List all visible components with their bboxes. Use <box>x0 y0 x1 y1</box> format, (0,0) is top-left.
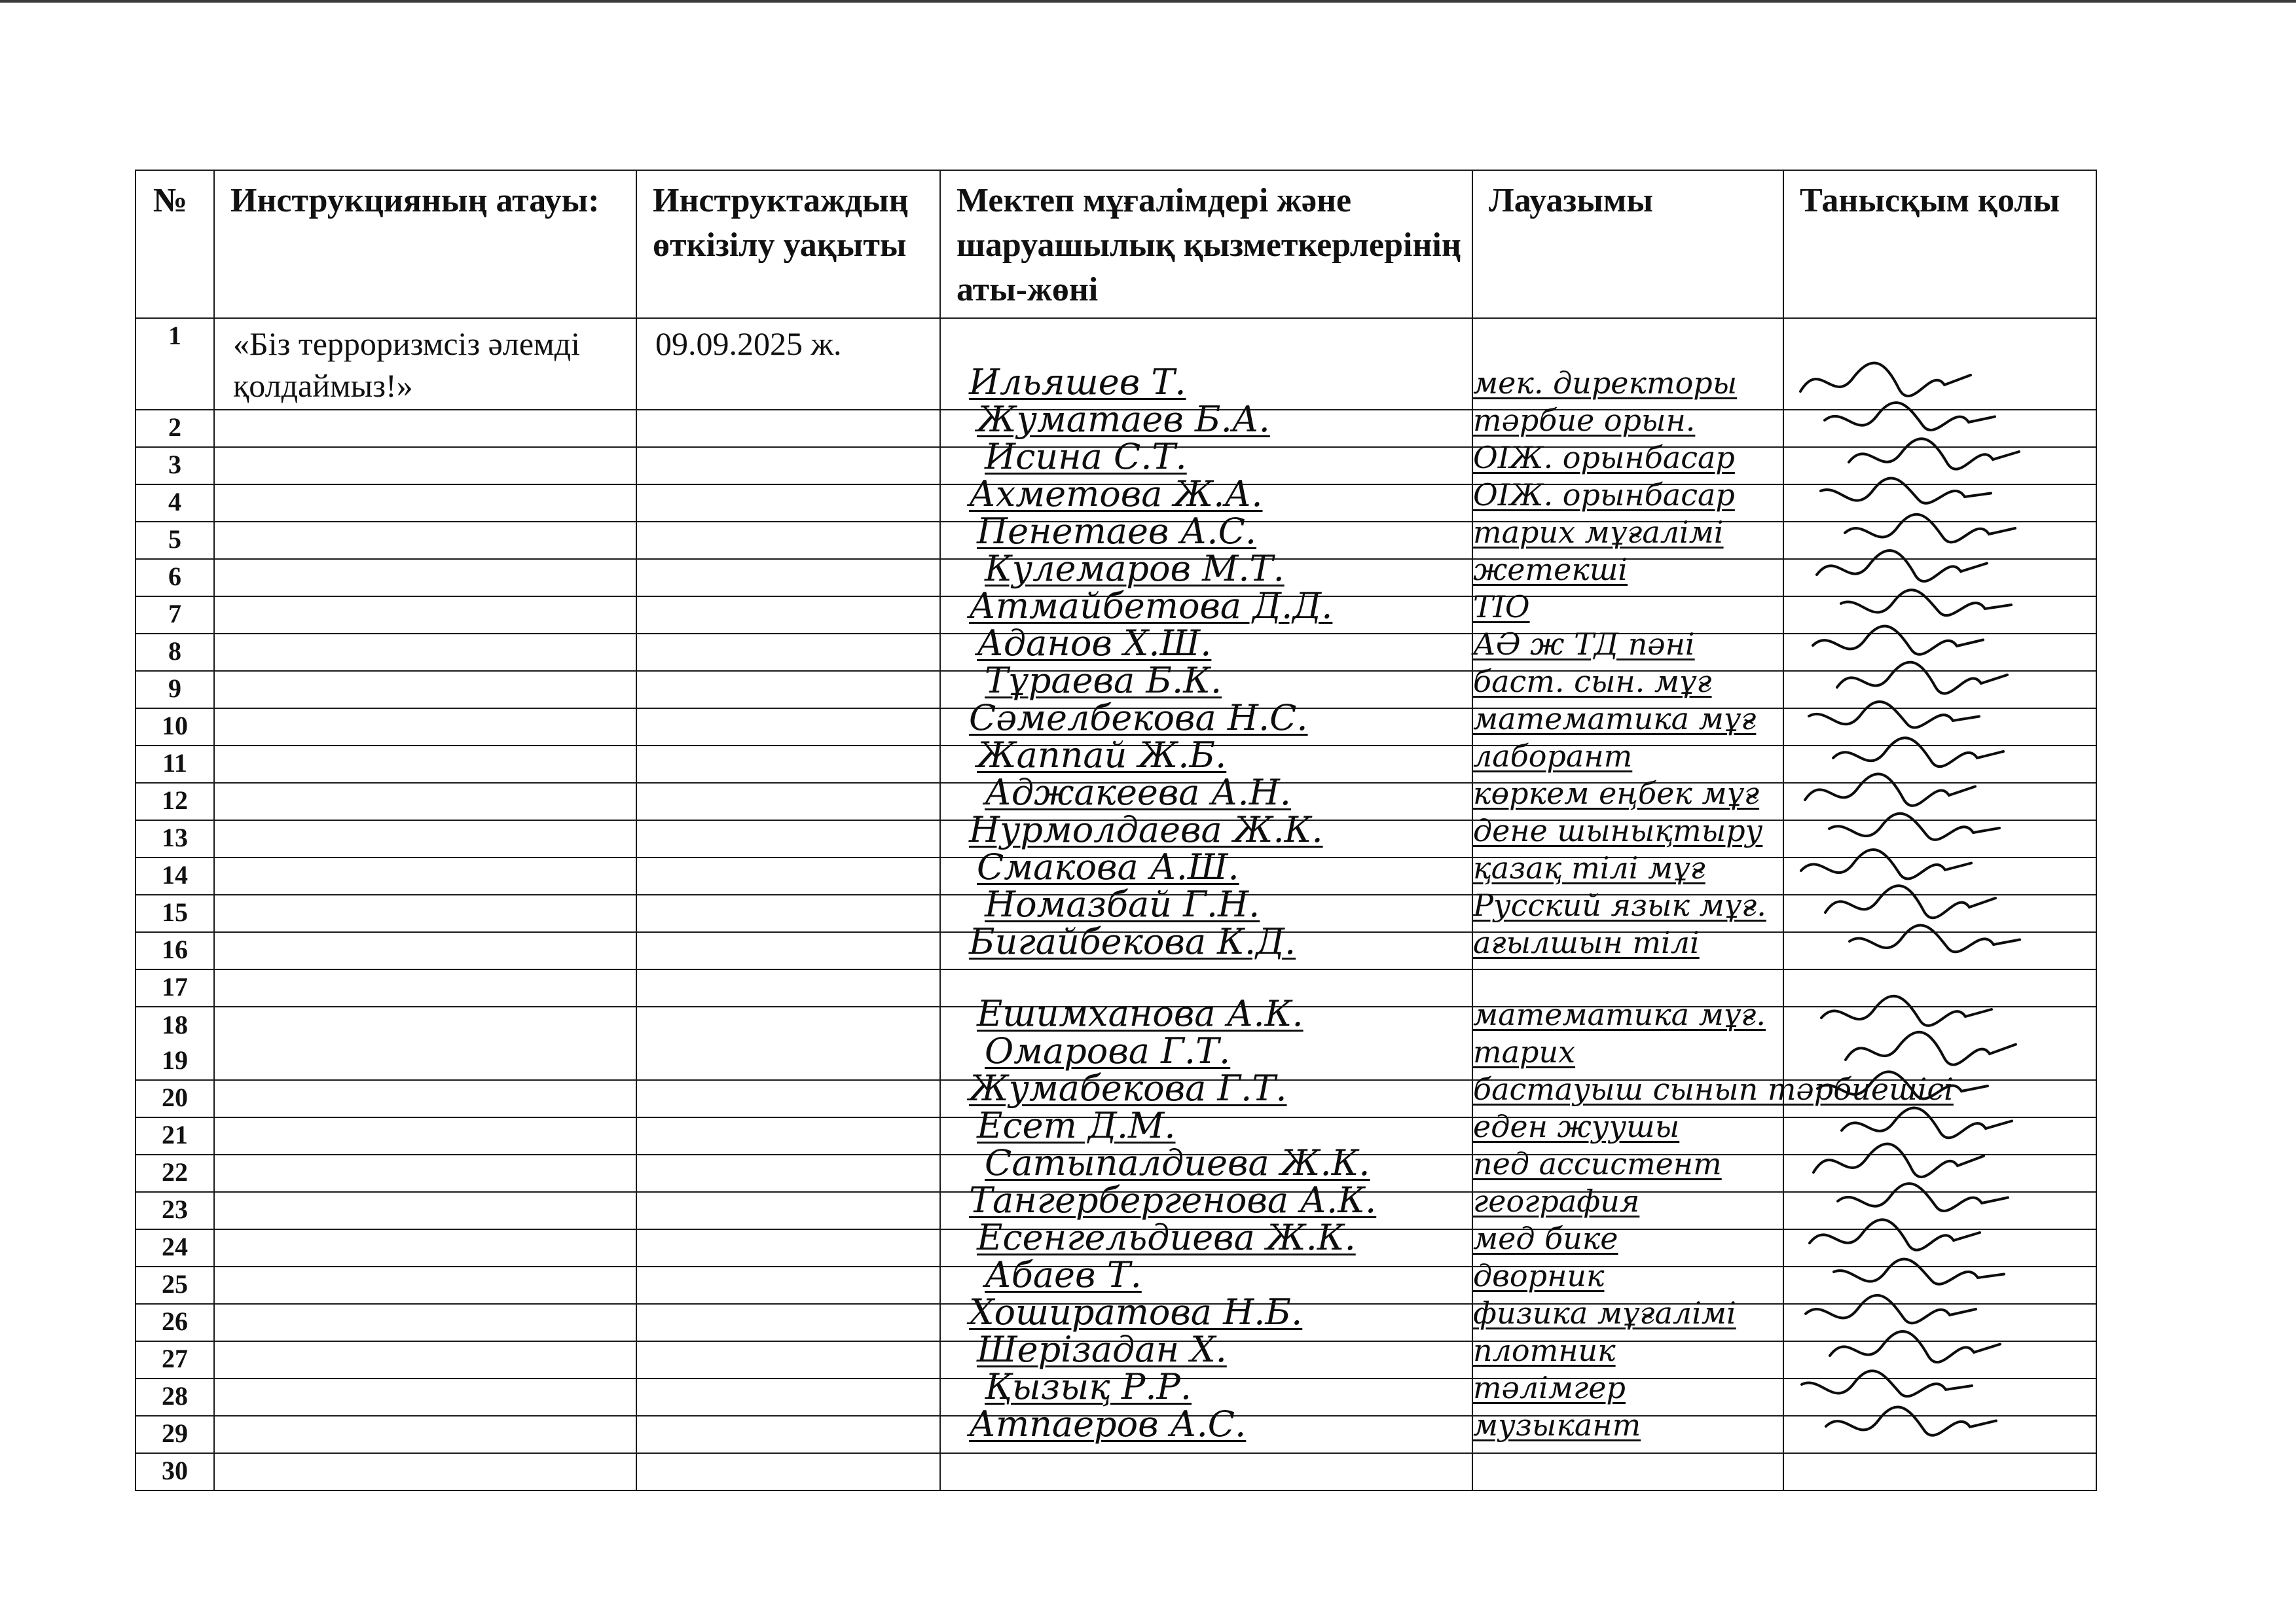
row-number: 8 <box>136 634 214 671</box>
instruction-date: 09.09.2025 ж. <box>636 318 940 410</box>
row-number-label: 18 <box>162 1010 188 1039</box>
instruction-date-cell <box>636 1080 940 1117</box>
handwritten-position: бастауыш сынып тәрбиешісі <box>1473 1072 1954 1107</box>
signature-header: Танысқым қолы <box>1783 170 2096 318</box>
instruction-name-cell <box>214 969 636 1007</box>
handwritten-staff-name: Атмайбетова Д.Д. <box>969 585 1333 626</box>
instruction-date-cell <box>636 783 940 820</box>
row-number: 22 <box>136 1155 214 1192</box>
instruction-name-cell <box>214 447 636 484</box>
instruction-date-cell <box>636 1192 940 1229</box>
row-number: 16 <box>136 932 214 969</box>
staff-name-cell <box>940 1453 1472 1490</box>
handwritten-staff-name: Шерізадан Х. <box>977 1329 1227 1370</box>
handwritten-position: мед бике <box>1473 1221 1618 1256</box>
instruction-name: «Біз терроризмсіз әлемді қолдаймыз!» <box>214 318 636 410</box>
instruction-name-cell <box>214 746 636 783</box>
table-row <box>136 1453 2096 1490</box>
instruction-name-cell <box>214 783 636 820</box>
row-number: 29 <box>136 1416 214 1453</box>
row-number: 21 <box>136 1117 214 1155</box>
instruction-date-cell <box>636 447 940 484</box>
handwritten-position: тәлімгер <box>1473 1370 1626 1405</box>
handwritten-position: қазақ тілі мұғ <box>1473 850 1705 886</box>
instruction-date-cell <box>636 1007 940 1080</box>
instruction-name-cell <box>214 708 636 746</box>
signature-scribble <box>1843 912 2052 971</box>
handwritten-staff-name: Ильяшев Т. <box>969 361 1186 403</box>
handwritten-staff-name: Аданов Х.Ш. <box>977 623 1212 664</box>
instruction-date-cell <box>636 484 940 522</box>
number-header: № <box>136 170 214 318</box>
handwritten-position: дворник <box>1473 1258 1605 1293</box>
handwritten-position: математика мұғ <box>1473 701 1757 736</box>
staff-names-header: Мектеп мұғалімдері және шаруашылық қызметкерлерінің аты-жөні <box>940 170 1472 318</box>
row-number: 23 <box>136 1192 214 1229</box>
instruction-name-cell <box>214 932 636 969</box>
row-number: 28 <box>136 1379 214 1416</box>
handwritten-position: тарих <box>1473 1034 1576 1070</box>
instruction-date-cell <box>636 596 940 634</box>
handwritten-staff-name: Тангербергенова А.К. <box>969 1180 1377 1221</box>
instruction-date-cell <box>636 969 940 1007</box>
instruction-date-cell <box>636 708 940 746</box>
instruction-date-cell <box>636 1453 940 1490</box>
instruction-name-cell <box>214 484 636 522</box>
row-number: 25 <box>136 1267 214 1304</box>
handwritten-position: АӘ ж ТД пәні <box>1473 626 1695 662</box>
handwritten-staff-name: Сатыпалдиева Ж.К. <box>985 1142 1370 1183</box>
instruction-name-cell <box>214 1267 636 1304</box>
handwritten-staff-name: Ахметова Ж.А. <box>969 473 1263 514</box>
handwritten-staff-name: Номазбай Г.Н. <box>985 884 1260 925</box>
row-number: 24 <box>136 1229 214 1267</box>
handwritten-position: математика мұғ. <box>1473 997 1766 1032</box>
instruction-date-cell <box>636 522 940 559</box>
handwritten-position: көркем еңбек мұғ <box>1473 776 1760 811</box>
instruction-name-cell <box>214 1379 636 1416</box>
row-number: 3 <box>136 447 214 484</box>
instruction-date-cell <box>636 1229 940 1267</box>
row-number: 7 <box>136 596 214 634</box>
instruction-date-cell <box>636 932 940 969</box>
scan-top-edge <box>0 0 2296 3</box>
row-number: 14 <box>136 857 214 895</box>
row-number: 4 <box>136 484 214 522</box>
row-number: 1 <box>136 318 214 410</box>
instruction-name-header: Инструкцияның атауы: <box>214 170 636 318</box>
header-row <box>136 170 2096 318</box>
handwritten-staff-name: Жаппай Ж.Б. <box>977 734 1227 776</box>
instruction-time-header: Инструктаждың өткізілу уақыты <box>636 170 940 318</box>
instruction-date-cell <box>636 1117 940 1155</box>
handwritten-staff-name: Тұраева Б.К. <box>985 660 1222 701</box>
handwritten-staff-name: Бигайбекова К.Д. <box>969 921 1296 962</box>
instruction-name-cell <box>214 820 636 857</box>
instruction-date-cell <box>636 820 940 857</box>
row-number: 11 <box>136 746 214 783</box>
instruction-name-cell <box>214 1453 636 1490</box>
row-number: 9 <box>136 671 214 708</box>
handwritten-staff-name: Хоширатова Н.Б. <box>969 1291 1303 1333</box>
handwritten-position: дене шынықтыру <box>1473 813 1763 848</box>
instruction-date-cell <box>636 1341 940 1379</box>
instruction-name-cell <box>214 857 636 895</box>
handwritten-staff-name: Нурмолдаева Ж.К. <box>969 809 1323 850</box>
handwritten-staff-name: Пенетаев А.С. <box>977 511 1257 552</box>
handwritten-position: ТІО <box>1473 589 1530 624</box>
instruction-name-cell <box>214 522 636 559</box>
handwritten-staff-name: Ешимханова А.К. <box>977 993 1303 1034</box>
instruction-date-cell <box>636 1304 940 1341</box>
handwritten-position: физика мұғалімі <box>1473 1295 1736 1331</box>
position-cell <box>1472 1453 1783 1490</box>
handwritten-position: ОІЖ. орынбасар <box>1473 440 1735 475</box>
handwritten-staff-name: Абаев Т. <box>985 1254 1142 1295</box>
handwritten-position: лаборант <box>1473 738 1633 774</box>
handwritten-staff-name: Сәмелбекова Н.С. <box>969 697 1308 738</box>
handwritten-position: ОІЖ. орынбасар <box>1473 477 1735 513</box>
instruction-name-cell <box>214 1155 636 1192</box>
instruction-name-cell <box>214 559 636 596</box>
row-number: 6 <box>136 559 214 596</box>
row-number-label: 19 <box>162 1045 188 1075</box>
instruction-name-cell <box>214 1341 636 1379</box>
instruction-date-cell <box>636 1379 940 1416</box>
instruction-name-cell <box>214 1416 636 1453</box>
instruction-name-cell <box>214 1117 636 1155</box>
handwritten-staff-name: Омарова Г.Т. <box>985 1030 1231 1072</box>
handwritten-staff-name: Смакова А.Ш. <box>977 846 1239 888</box>
handwritten-staff-name: Жумабекова Г.Т. <box>969 1068 1287 1109</box>
instruction-date-cell <box>636 895 940 932</box>
instruction-date-cell <box>636 559 940 596</box>
handwritten-position: баст. сын. мұғ <box>1473 664 1712 699</box>
instruction-date-cell <box>636 1155 940 1192</box>
handwritten-staff-name: Есет Д.М. <box>977 1105 1176 1146</box>
handwritten-position: пед ассистент <box>1473 1146 1722 1182</box>
instruction-date-cell <box>636 1267 940 1304</box>
row-number: 15 <box>136 895 214 932</box>
instruction-name-cell <box>214 1229 636 1267</box>
instruction-name-cell <box>214 410 636 447</box>
row-number: 13 <box>136 820 214 857</box>
instruction-name-cell <box>214 596 636 634</box>
handwritten-position: тарих мұғалімі <box>1473 514 1724 550</box>
row-number: 27 <box>136 1341 214 1379</box>
handwritten-position: жетекші <box>1473 552 1628 587</box>
handwritten-staff-name: Исина С.Т. <box>985 436 1187 477</box>
instruction-name-cell <box>214 1080 636 1117</box>
row-number: 17 <box>136 969 214 1007</box>
instruction-name-cell <box>214 1007 636 1080</box>
instruction-date-cell <box>636 1416 940 1453</box>
handwritten-position: плотник <box>1473 1333 1616 1368</box>
row-number <box>136 1007 214 1080</box>
instruction-date-cell <box>636 671 940 708</box>
instruction-name-cell <box>214 634 636 671</box>
handwritten-position: еден жуушы <box>1473 1109 1680 1144</box>
handwritten-position: мек. директоры <box>1473 365 1738 401</box>
handwritten-position: ағылшын тілі <box>1473 925 1700 960</box>
signature-scribble <box>1819 1394 2029 1453</box>
handwritten-staff-name: Жуматаев Б.А. <box>977 399 1270 440</box>
row-number: 5 <box>136 522 214 559</box>
instruction-date-cell <box>636 410 940 447</box>
row-number: 10 <box>136 708 214 746</box>
instruction-date-cell <box>636 746 940 783</box>
instruction-name-cell <box>214 1304 636 1341</box>
position-header: Лауазымы <box>1472 170 1783 318</box>
instruction-date-cell <box>636 634 940 671</box>
instruction-name-cell <box>214 1192 636 1229</box>
instruction-name-cell <box>214 895 636 932</box>
row-number: 30 <box>136 1453 214 1490</box>
signature-cell <box>1783 1453 2096 1490</box>
handwritten-position: география <box>1473 1183 1640 1219</box>
row-number: 12 <box>136 783 214 820</box>
instruction-date-cell <box>636 857 940 895</box>
handwritten-position: Русский язык мұғ. <box>1473 888 1766 923</box>
handwritten-staff-name: Кулемаров М.Т. <box>985 548 1285 589</box>
handwritten-staff-name: Қызық Р.Р. <box>985 1366 1192 1407</box>
handwritten-position: музыкант <box>1473 1407 1641 1443</box>
row-number: 2 <box>136 410 214 447</box>
handwritten-staff-name: Аджакеева А.Н. <box>985 772 1291 813</box>
row-number: 20 <box>136 1080 214 1117</box>
handwritten-staff-name: Атпаеров А.С. <box>969 1403 1247 1445</box>
handwritten-staff-name: Есенгельдиева Ж.К. <box>977 1217 1356 1258</box>
handwritten-position: тәрбие орын. <box>1473 403 1696 438</box>
row-number: 26 <box>136 1304 214 1341</box>
instruction-name-cell <box>214 671 636 708</box>
